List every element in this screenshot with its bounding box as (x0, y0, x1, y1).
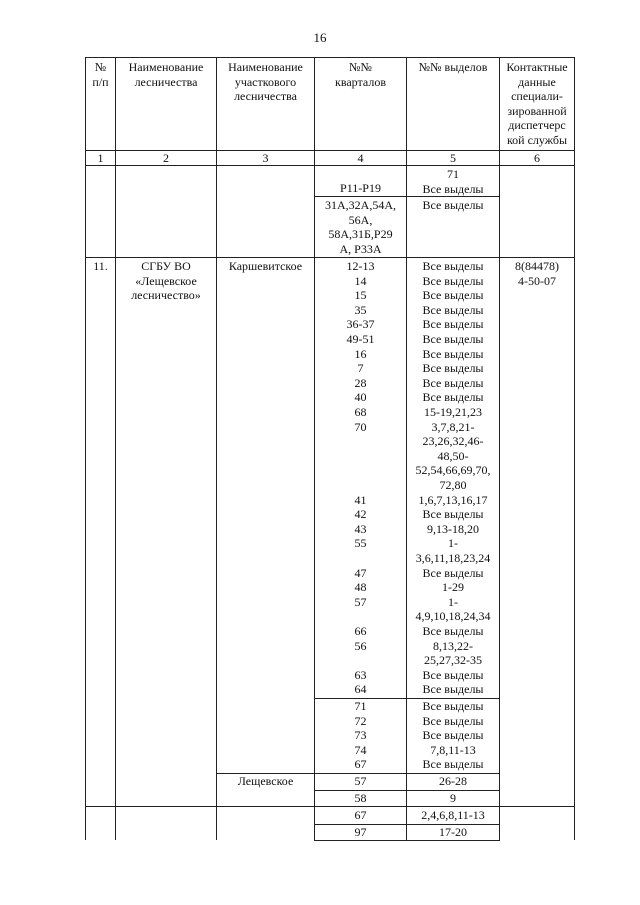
column-border (499, 57, 500, 841)
district-name: Лещевское (237, 774, 294, 788)
sections-cell: 2,4,6,8,11-13 (421, 808, 485, 822)
row-border (85, 257, 575, 258)
sections-cell: 8,13,22- 25,27,32-35 (424, 638, 482, 668)
quarter-cell: 12-13 (346, 259, 375, 273)
sections-cell: Все выделы (422, 713, 484, 728)
column-border (115, 57, 116, 840)
column-number: 3 (262, 151, 269, 165)
row-border (85, 150, 575, 151)
quarter-cell: 14 (354, 273, 367, 288)
column-number: 5 (450, 151, 456, 165)
quarter-cell: 35 (354, 302, 367, 317)
sections-cell: Все выделы (422, 332, 484, 346)
sections-cell: 3,7,8,21- 23,26,32,46- 48,50- 52,54,66,69,70, 72,80 (415, 419, 491, 492)
column-border (216, 57, 217, 840)
column-header: №№ выделов (418, 60, 488, 74)
sections-cell: 15-19,21,23 (424, 405, 482, 419)
quarter-cell: 72 (354, 713, 367, 728)
column-number: 4 (357, 151, 364, 165)
sections-cell: 9 (450, 790, 456, 805)
contact-cell: 8(84478) 4-50-07 (515, 259, 559, 288)
quarter-cell: 73 (354, 728, 367, 743)
quarter-cell: 42 (354, 507, 367, 522)
column-header: Наименование участкового лесничества (228, 60, 303, 104)
sections-cell: Все выделы (422, 198, 484, 212)
column-border (406, 57, 407, 841)
sections-cell: Все выделы (422, 565, 484, 580)
quarter-cell: 67 (354, 808, 367, 822)
quarter-cell: 36-37 (346, 317, 375, 332)
quarter-cell: 57 (354, 594, 367, 609)
sections-cell: Все выделы (422, 317, 484, 332)
quarter-cell: 97 (354, 824, 367, 839)
sections-cell: Все выделы (422, 624, 484, 638)
quarter-cell: 7 (357, 361, 364, 376)
column-number: 6 (534, 151, 540, 165)
sections-cell: Все выделы (422, 346, 484, 361)
column-border (314, 57, 315, 841)
quarter-cell: 56 (354, 638, 367, 653)
sections-cell: Все выделы (422, 288, 484, 303)
quarter-cell: Р11-Р19 (340, 181, 381, 195)
sections-cell: Все выделы (422, 728, 484, 743)
sections-cell: Все выделы (422, 302, 484, 317)
sections-cell: 1-29 (442, 580, 464, 595)
sections-cell: 1- 3,6,11,18,23,24 (415, 536, 491, 565)
sections-cell: Все выделы (422, 390, 484, 405)
column-header: Контактные данные специали- зированной диспетчерс кой службы (506, 60, 568, 147)
column-number: 2 (163, 151, 169, 165)
quarter-cell: 68 (354, 405, 367, 419)
quarter-cell: 63 (354, 667, 367, 682)
sections-cell: Все выделы (422, 361, 484, 376)
sections-cell: 26-28 (439, 774, 467, 788)
district-name: Каршевитское (228, 259, 303, 273)
column-header: №№ кварталов (335, 60, 386, 89)
column-border (574, 57, 575, 840)
row-border (314, 840, 500, 841)
quarter-cell: 15 (354, 288, 367, 303)
sections-cell: 1,6,7,13,16,17 (418, 492, 488, 507)
quarter-cell: 41 (354, 492, 367, 507)
row-border (85, 165, 575, 166)
sections-cell: Все выделы (422, 375, 484, 390)
quarter-cell: 43 (354, 521, 367, 536)
quarter-cell: 40 (354, 390, 367, 405)
row-border (314, 196, 500, 197)
column-header: № п/п (92, 60, 109, 89)
sections-cell: 9,13-18,20 (427, 521, 479, 536)
sections-cell: 7,8,11-13 (430, 742, 476, 757)
sections-cell: Все выделы (422, 667, 484, 682)
column-border (85, 57, 86, 840)
quarter-cell: 74 (354, 742, 367, 757)
quarter-cell: 55 (354, 536, 367, 551)
quarter-cell: 64 (354, 682, 367, 697)
column-header: Наименование лесничества (128, 60, 204, 89)
sections-cell: Все выделы (422, 682, 484, 697)
row-border (85, 57, 575, 58)
quarter-cell: 48 (354, 580, 367, 595)
quarter-cell: 57 (354, 774, 367, 788)
page-number: 16 (313, 30, 327, 45)
sections-cell: Все выделы (422, 273, 484, 288)
quarter-cell: 31А,32А,54А, 56А, 58А,31Б,Р29 А, Р33А (325, 198, 396, 256)
column-number: 1 (97, 151, 104, 165)
quarter-cell: 49-51 (346, 332, 375, 346)
sections-cell: 17-20 (439, 824, 467, 839)
quarter-cell: 67 (354, 757, 367, 772)
sections-cell: 71 Все выделы (422, 167, 484, 196)
quarter-cell: 47 (354, 565, 367, 580)
sections-cell: Все выделы (422, 259, 484, 273)
quarter-cell: 71 (354, 699, 367, 713)
sections-cell: Все выделы (422, 757, 484, 772)
sections-cell: Все выделы (422, 699, 484, 713)
row-border (85, 806, 575, 807)
sections-cell: 1- 4,9,10,18,24,34 (415, 594, 491, 624)
quarter-cell: 66 (354, 624, 367, 638)
quarter-cell: 58 (354, 790, 367, 805)
quarter-cell: 70 (354, 419, 367, 434)
entry-number: 11. (93, 259, 108, 273)
quarter-cell: 16 (354, 346, 367, 361)
forestry-name: СГБУ ВО «Лещевское лесничество» (131, 259, 201, 303)
quarter-cell: 28 (354, 375, 367, 390)
sections-cell: Все выделы (422, 507, 484, 522)
